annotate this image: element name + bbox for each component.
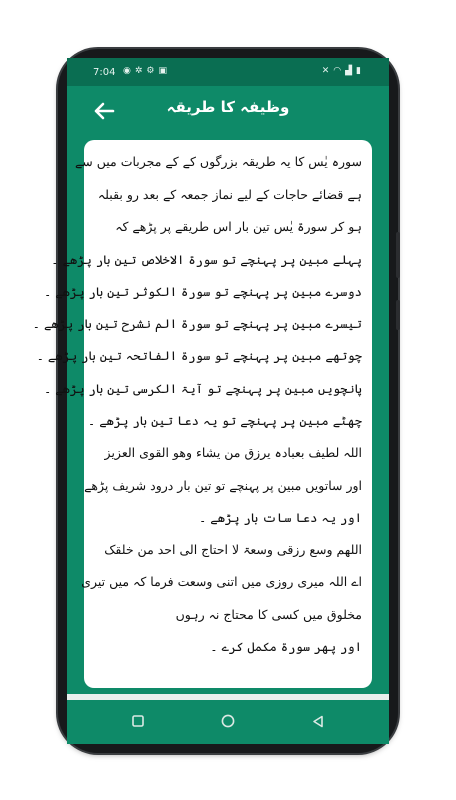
- circle-icon: [221, 714, 235, 728]
- content-line: اللھم وسع رزقی وسعۃ لا احتاج الی احد من خلقک: [104, 542, 362, 557]
- screen: [32, 58, 389, 744]
- triangle-back-icon: [312, 715, 324, 728]
- content-line: پہلے مبین پر پہنچے تو سورۃ الاخلاص تین بار پڑھے ۔: [51, 252, 362, 267]
- recents-button[interactable]: [125, 708, 151, 734]
- content-line: مخلوق میں کسی کا محتاج نہ رہوں: [175, 607, 362, 622]
- gear-icon: ⚙: [146, 66, 155, 76]
- square-icon: [132, 715, 144, 727]
- cast-icon: ▣: [158, 66, 167, 76]
- content-line: اللہ لطیف بعبادہ یرزق من یشاء وھو القوی العزیز: [104, 445, 362, 460]
- page-title: وظیفہ کا طریقہ: [166, 98, 290, 116]
- signal-icon: ▟: [345, 66, 353, 76]
- home-button[interactable]: [215, 708, 241, 734]
- wifi-icon: ◠: [333, 66, 342, 76]
- mute-icon: ✕: [321, 66, 330, 76]
- navigation-bar: [67, 694, 389, 744]
- settings-icon: ✲: [134, 66, 143, 76]
- app-bar: [67, 86, 389, 136]
- content-line: چھٹے مبین پر پہنچے تو یہ دعا تین بار پڑھے ۔: [87, 413, 362, 428]
- content-line: سورہ یٰس کا یہ طریقہ بزرگوں کے کے مجربات میں سے: [74, 154, 362, 169]
- content-line: تیسرے مبین پر پہنچے تو سورۃ الم نشرح تین بار پڑھے ۔: [32, 316, 362, 331]
- content-line: اے اللہ میری روزی میں اتنی وسعت فرما کہ میں تیری: [81, 574, 362, 589]
- content-line: پانچویں مبین پر پہنچے تو آیۃ الکرسی تین بار پڑھے ۔: [43, 381, 362, 396]
- content-line: ہے قضائے حاجات کے لیے نماز جمعہ کے بعد رو بقبلہ: [97, 187, 362, 202]
- content-line: اور ساتویں مبین پر پہنچے تو تین بار درود شریف پڑھے: [84, 478, 362, 493]
- content-line: چوتھے مبین پر پہنچے تو سورۃ الفاتحہ تین بار پڑھے ۔: [36, 348, 362, 363]
- status-right-icons: [322, 66, 361, 76]
- content-line: دوسرے مبین پر پہنچے تو سورۃ الکوثر تین بار پڑھے ۔: [43, 284, 362, 299]
- volume-button: [396, 232, 400, 278]
- content-line: اور یہ دعا سات بار پڑھے ۔: [198, 510, 362, 525]
- status-left-icons: [123, 66, 167, 76]
- content-card: [32, 140, 372, 688]
- power-button: [396, 300, 400, 330]
- battery-icon: ▮: [356, 66, 361, 76]
- nav-back-button[interactable]: [305, 708, 331, 734]
- status-bar: [67, 58, 389, 86]
- content-line: ہو کر سورۃ یٰس تین بار اس طریقے پر پڑھے کہ: [115, 219, 362, 234]
- whatsapp-icon: ◉: [123, 66, 131, 76]
- content-line: اور پھر سورۃ مکمل کرے ۔: [210, 639, 362, 654]
- status-time: 7:04: [93, 67, 116, 78]
